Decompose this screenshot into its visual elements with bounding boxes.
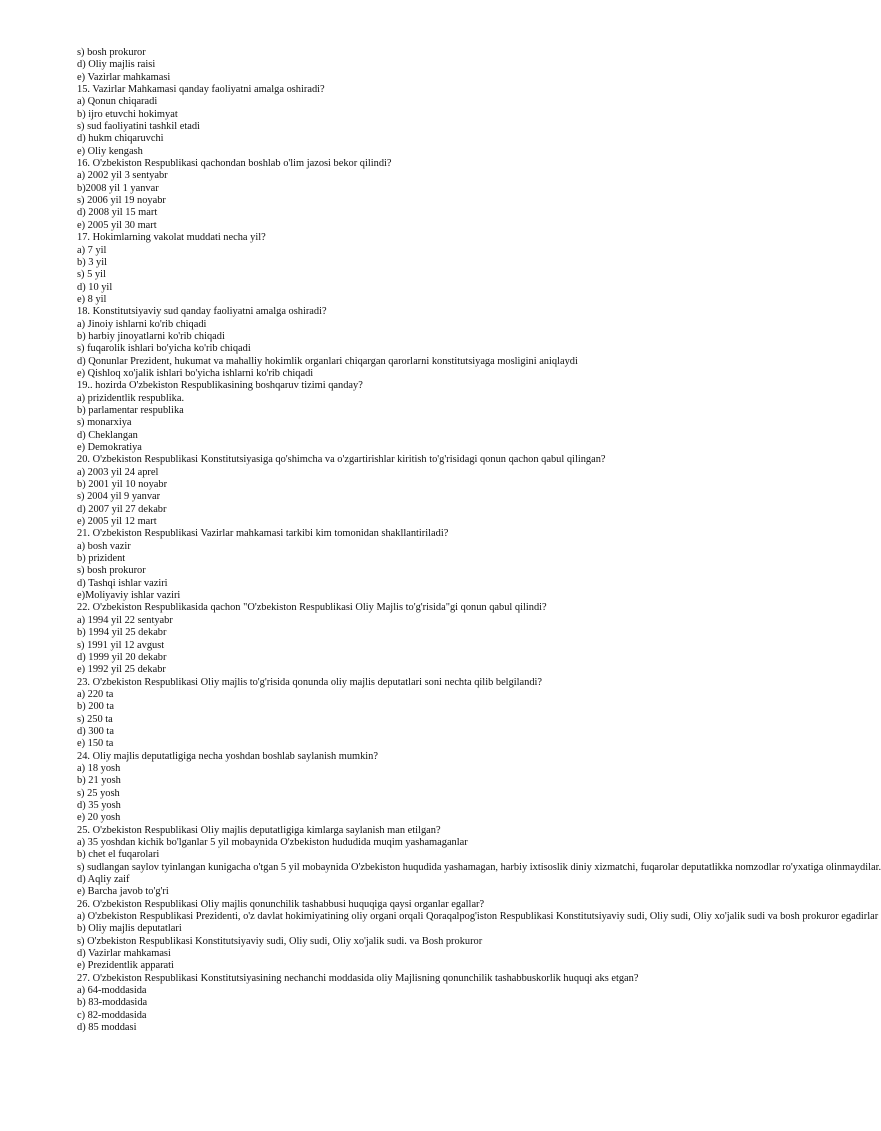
answer-option: a) 7 yil (77, 244, 107, 256)
answer-option: d) Vazirlar mahkamasi (77, 948, 171, 960)
answer-option: a) 64-moddasida (77, 985, 147, 997)
answer-option: b) ijro etuvchi hokimyat (77, 108, 178, 120)
answer-option: e) Demokratiya (77, 442, 142, 453)
answer-option: e) Barcha javob to'g'ri (77, 886, 169, 898)
answer-option: e) Qishloq xo'jalik ishlari bo'yicha ishlarni ko'rib chiqadi (77, 367, 314, 379)
question-text: 16. O'zbekiston Respublikasi qachondan boshlab o'lim jazosi bekor qilindi? (77, 158, 392, 170)
answer-option: b) harbiy jinoyatlarni ko'rib chiqadi (77, 330, 225, 342)
answer-option: s) 2004 yil 9 yanvar (77, 491, 161, 503)
answer-option: b) 2001 yil 10 noyabr (77, 479, 168, 491)
answer-option: s) 1991 yil 12 avgust (77, 639, 165, 651)
question-text: 15. Vazirlar Mahkamasi qanday faoliyatni amalga oshiradi? (77, 84, 325, 96)
answer-option: d) 85 moddasi (77, 1022, 137, 1034)
answer-option: s) 250 ta (77, 713, 113, 725)
question-text: 26. O'zbekiston Respublikasi Oliy majlis qonunchilik tashabbusi huquqiga qaysi organlar egallar? (77, 898, 485, 910)
answer-option: a) 2003 yil 24 aprel (77, 466, 159, 478)
question-text: 18. Konstitutsiyaviy sud qanday faoliyatni amalga oshiradi? (77, 306, 327, 318)
answer-option: b) 83-moddasida (77, 997, 148, 1009)
question-text: 21. O'zbekiston Respublikasi Vazirlar mahkamasi tarkibi kim tomonidan shakllantiriladi? (77, 528, 449, 540)
question-text: 20. O'zbekiston Respublikasi Konstitutsiyasiga qo'shimcha va o'zgartirishlar kiritish to'g'risidagi qonun qachon qabul qilingan? (77, 454, 606, 466)
answer-option: b) 1994 yil 25 dekabr (77, 627, 167, 639)
answer-option: s) 2006 yil 19 noyabr (77, 195, 166, 207)
answer-option: e) 2005 yil 30 mart (77, 219, 157, 231)
answer-option: e) Oliy kengash (77, 145, 143, 157)
answer-option: a) 18 yosh (77, 762, 121, 774)
question-text: 17. Hokimlarning vakolat muddati necha yil? (77, 232, 266, 244)
answer-option: a) 220 ta (77, 688, 114, 700)
answer-option: a) 1994 yil 22 sentyabr (77, 614, 173, 626)
question-text: 19.. hozirda O'zbekiston Respublikasining boshqaruv tizimi qanday? (77, 380, 363, 392)
question-text: 22. O'zbekiston Respublikasida qachon "O'zbekiston Respublikasi Oliy Majlis to'g'risida"gi qonun qabul qilindi? (77, 602, 547, 614)
answer-option: e) 1992 yil 25 dekabr (77, 664, 166, 676)
answer-option: e)Moliyaviy ishlar vaziri (77, 590, 181, 602)
answer-option: s) 5 yil (77, 269, 106, 281)
answer-option: b) 21 yosh (77, 775, 121, 787)
answer-option: d) 300 ta (77, 725, 114, 737)
answer-option: a) bosh vazir (77, 540, 131, 552)
answer-option: b)2008 yil 1 yanvar (77, 182, 159, 194)
question-text: 23. O'zbekiston Respublikasi Oliy majlis to'g'risida qonunda oliy majlis deputatlari soni nechta qilib belgilandi? (77, 676, 543, 688)
answer-option: d) 2008 yil 15 mart (77, 207, 158, 219)
answer-option: s) sudlangan saylov tyinlangan kunigacha o'tgan 5 yil mobaynida O'zbekiston huqudida yashamagan, harbiy ixtisoslik diniy xizmatchi, fuqarolar deputatlikka nomzodlar ro'yxatiga olinmaydilar. (77, 861, 881, 873)
answer-option: a) 35 yoshdan kichik bo'lganlar 5 yil mobaynida O'zbekiston hududida muqim yashamaganlar (77, 837, 468, 848)
answer-option: d) hukm chiqaruvchi (77, 133, 164, 145)
answer-option: d) Oliy majlis raisi (77, 59, 156, 71)
question-text: 27. O'zbekiston Respublikasi Konstitutsiyasining nechanchi moddasida oliy Majlisning qonunchilik tashabbuskorlik huquqi aks etgan? (77, 972, 639, 984)
answer-option: b) prizident (77, 553, 126, 565)
answer-option: c) 82-moddasida (77, 1009, 147, 1021)
answer-option: d) 35 yosh (77, 799, 121, 811)
answer-option: b) 3 yil (77, 256, 108, 268)
answer-option: e) 2005 yil 12 mart (77, 516, 157, 528)
answer-option: e) Vazirlar mahkamasi (77, 71, 171, 83)
answer-option: b) 200 ta (77, 701, 114, 713)
answer-option: e) 20 yosh (77, 812, 121, 824)
question-text: 24. Oliy majlis deputatligiga necha yoshdan boshlab saylanish mumkin? (77, 750, 378, 762)
answer-option: a) O'zbekiston Respublikasi Prezidenti, o'z davlat hokimiyatining oliy organi orqali Qoraqalpog'iston Respublikasi Konstitutsiyaviy sudi, Oliy sudi, Oliy xo'jalik sudi va bosh prokuror egadirlar (77, 911, 879, 923)
answer-option: s) 25 yosh (77, 787, 120, 799)
answer-option: s) bosh prokuror (77, 47, 146, 58)
answer-option: e) 8 yil (77, 293, 107, 305)
answer-option: s) bosh prokuror (77, 565, 146, 577)
answer-option: e) Prezidentlik apparati (77, 960, 174, 972)
answer-option: d) Qonunlar Prezident, hukumat va mahalliy hokimlik organlari chiqargan qarorlarni konstitutsiyaga mosligini aniqlaydi (77, 355, 578, 367)
answer-option: d) 2007 yil 27 dekabr (77, 503, 167, 515)
answer-option: d) Tashqi ishlar vaziri (77, 577, 168, 589)
document-page (77, 47, 881, 1035)
answer-option: s) O'zbekiston Respublikasi Konstitutsiyaviy sudi, Oliy sudi, Oliy xo'jalik sudi. va Bosh prokuror (77, 935, 483, 947)
answer-option: b) chet el fuqarolari (77, 849, 160, 861)
question-text: 25. O'zbekiston Respublikasi Oliy majlis deputatligiga kimlarga saylanish man etilgan? (77, 824, 441, 836)
answer-option: a) Jinoiy ishlarni ko'rib chiqadi (77, 318, 207, 330)
answer-option: s) fuqarolik ishlari bo'yicha ko'rib chiqadi (77, 343, 251, 355)
answer-option: a) Qonun chiqaradi (77, 96, 158, 108)
answer-option: b) parlamentar respublika (77, 404, 184, 416)
answer-option: d) Aqliy zaif (77, 874, 130, 886)
answer-option: a) prizidentlik respublika. (77, 392, 185, 404)
answer-option: s) sud faoliyatini tashkil etadi (77, 121, 200, 133)
answer-option: d) 1999 yil 20 dekabr (77, 651, 167, 663)
answer-option: a) 2002 yil 3 sentyabr (77, 170, 168, 182)
answer-option: e) 150 ta (77, 738, 114, 750)
answer-option: d) 10 yil (77, 281, 113, 293)
answer-option: d) Cheklangan (77, 429, 138, 441)
answer-option: b) Oliy majlis deputatlari (77, 923, 182, 935)
answer-option: s) monarxiya (77, 417, 132, 429)
